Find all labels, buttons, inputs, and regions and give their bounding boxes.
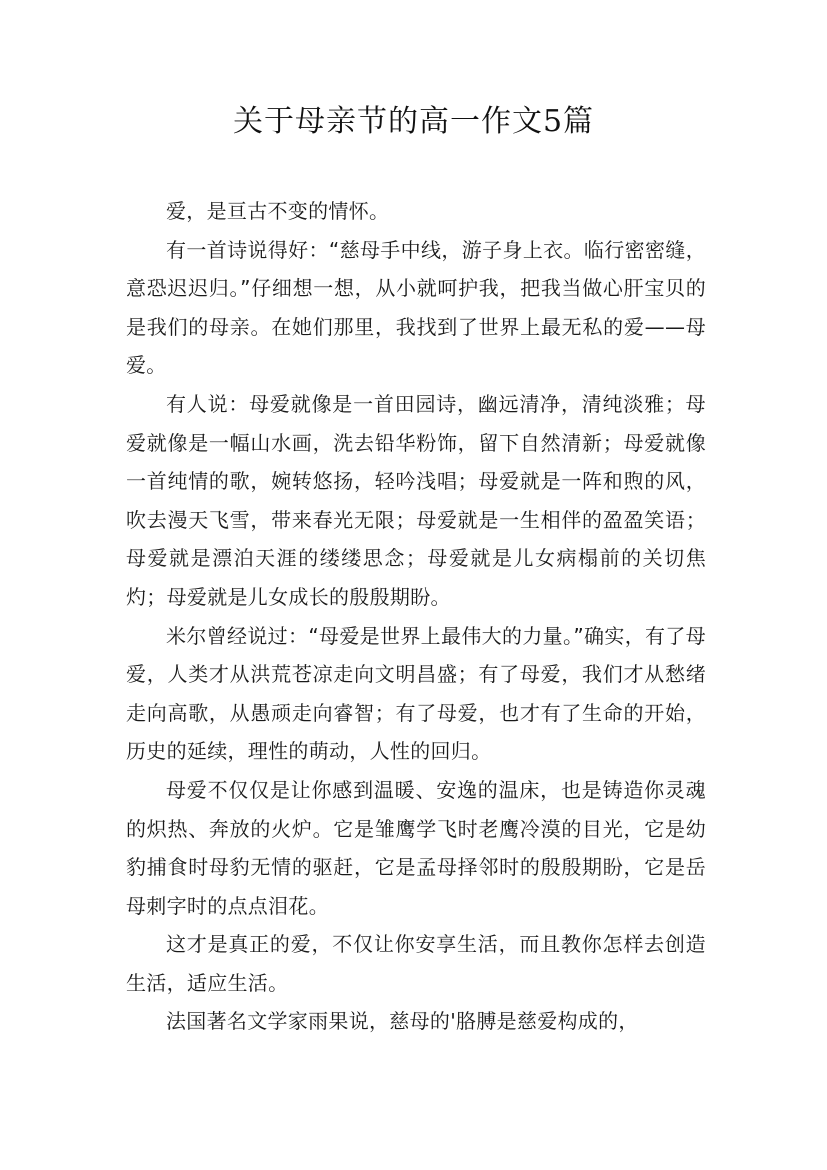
paragraph: 爱，是亘古不变的情怀。 bbox=[166, 199, 390, 223]
document-title: 关于母亲节的高一作文5篇 bbox=[232, 104, 595, 139]
paragraph: 母爱不仅仅是让你感到温暖、安逸的温床，也是铸造你灵魂的炽热、奔放的火炉。它是雏鹰学飞时老鹰冷漠的目光，它是幼豹捕食时母豹无情的驱赶，它是孟母择邻时的殷殷期盼，它是岳母刺字时的点点泪花。 bbox=[126, 777, 706, 918]
document-body bbox=[126, 192, 706, 1041]
paragraph: 这才是真正的爱，不仅让你安享生活，而且教你怎样去创造生活，适应生活。 bbox=[126, 932, 706, 995]
paragraph: 米尔曾经说过：“母爱是世界上最伟大的力量。”确实，有了母爱，人类才从洪荒苍凉走向文明昌盛；有了母爱，我们才从愁绪走向高歌，从愚顽走向睿智；有了母爱，也才有了生命的开始，历史的延续，理性的萌动，人性的回归。 bbox=[126, 623, 706, 764]
paragraph: 有一首诗说得好：“慈母手中线，游子身上衣。临行密密缝，意恐迟迟归。”仔细想一想，从小就呵护我，把我当做心肝宝贝的是我们的母亲。在她们那里，我找到了世界上最无私的爱——母爱。 bbox=[126, 237, 706, 378]
paragraph: 有人说：母爱就像是一首田园诗，幽远清净，清纯淡雅；母爱就像是一幅山水画，洗去铅华粉饰，留下自然清新；母爱就像一首纯情的歌，婉转悠扬，轻吟浅唱；母爱就是一阵和煦的风，吹去漫天飞雪，带来春光无限；母爱就是一生相伴的盈盈笑语；母爱就是漂泊天涯的缕缕思念；母爱就是儿女病榻前的关切焦灼；母爱就是儿女成长的殷殷期盼。 bbox=[126, 391, 706, 609]
paragraph: 法国著名文学家雨果说，慈母的'胳膊是慈爱构成的， bbox=[166, 1009, 639, 1034]
